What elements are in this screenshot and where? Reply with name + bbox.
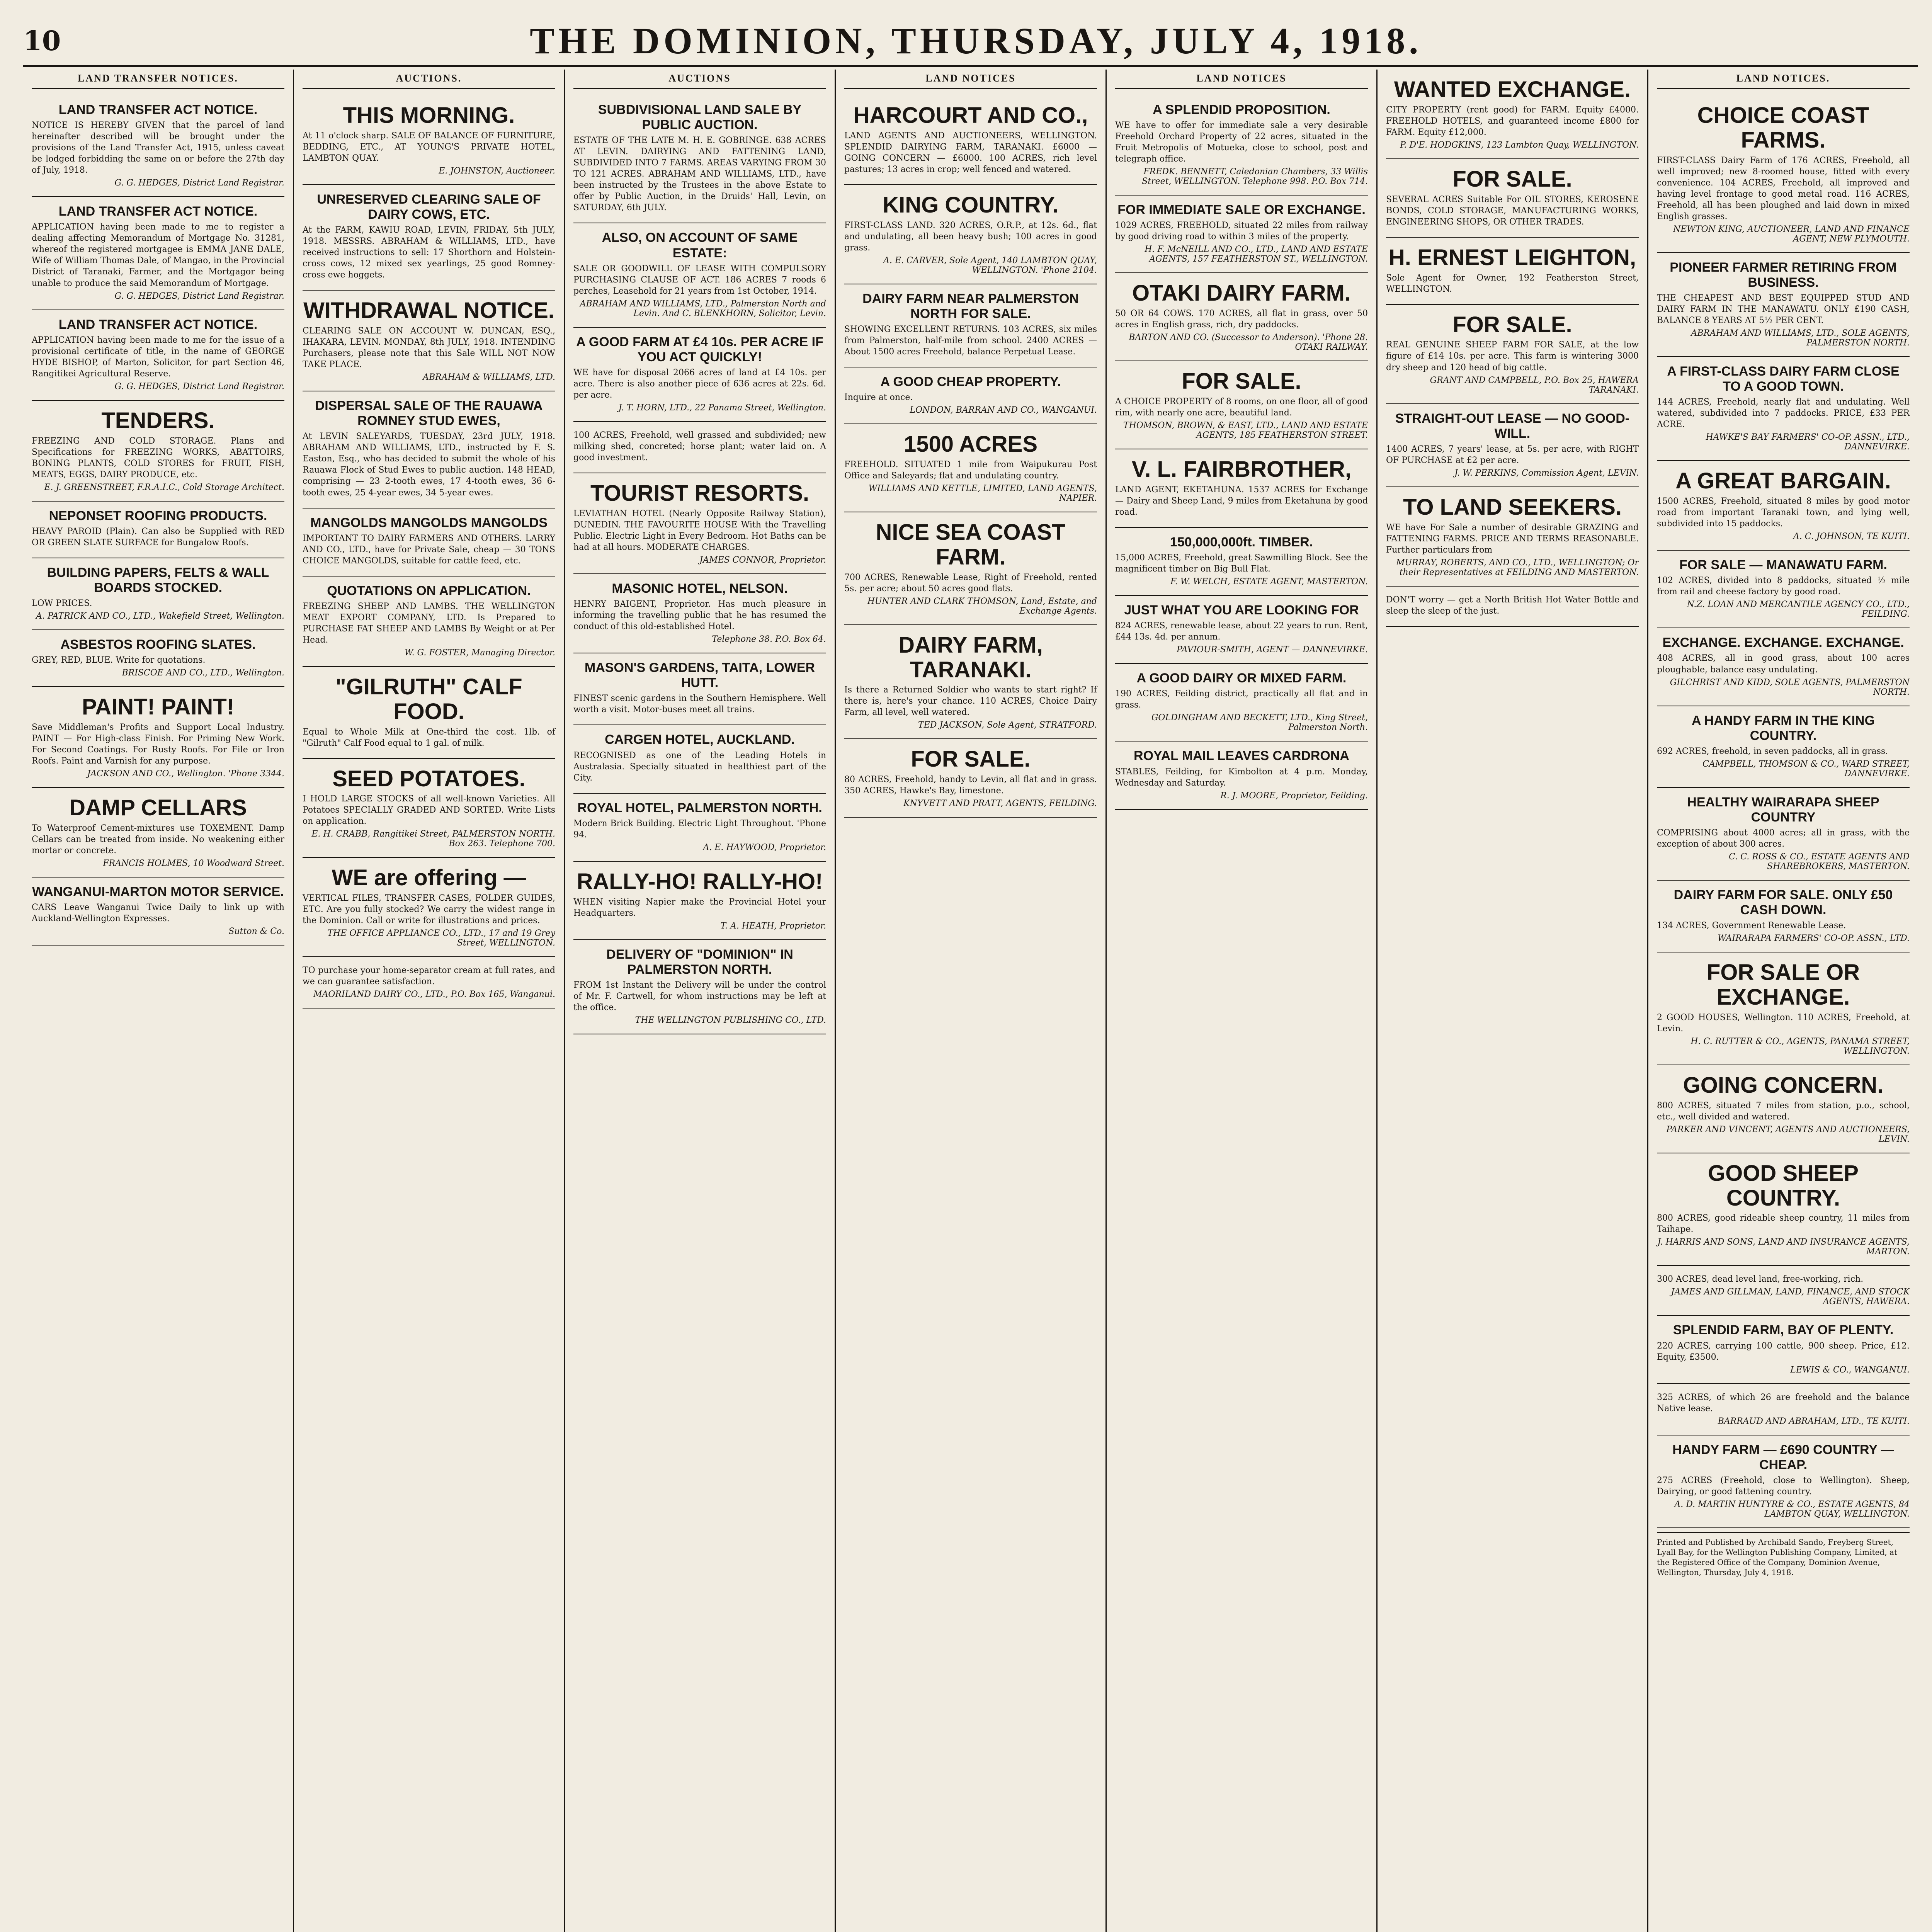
ad-headline: NICE SEA COAST FARM. xyxy=(876,520,1066,570)
ad-signature: E. JOHNSTON, Auctioneer. xyxy=(439,166,555,176)
ad-headline: PAINT! PAINT! xyxy=(82,694,235,720)
ad-signature: GILCHRIST AND KIDD, SOLE AGENTS, PALMERSTON NORTH. xyxy=(1670,677,1910,697)
masthead xyxy=(23,19,1918,62)
column-7 xyxy=(1648,70,1918,1932)
ad-body: 220 ACRES, carrying 100 cattle, 900 sheep. Price, £12. Equity, £3500. xyxy=(1657,1341,1910,1362)
ad-body: ESTATE OF THE LATE M. H. E. GOBRINGE. 638 ACRES AT LEVIN. DAIRYING AND FATTENING LAND, SUBDIVIDED INTO 7 FARMS. AREAS VARYING FROM 30 TO 121 ACRES. ABRAHAM AND WILLIAMS, LTD., have been instructed by the Trustees in the above Estate to offer by Public Auction, in the Druids' Hall, Levin, on SATURDAY, 6th JULY. xyxy=(573,136,826,213)
ad-signature: GOLDINGHAM AND BECKETT, LTD., King Street, Palmerston North. xyxy=(1151,713,1368,733)
ad-headline: FOR SALE. xyxy=(911,747,1031,772)
ad-body: 15,000 ACRES, Freehold, great Sawmilling Block. See the magnificent timber on Big Bull Flat. xyxy=(1115,553,1368,574)
ad-signature: E. J. GREENSTREET, F.R.A.I.C., Cold Storage Architect. xyxy=(44,482,284,492)
ad-body: REAL GENUINE SHEEP FARM FOR SALE, at the low figure of £14 10s. per acre. This farm is wintering 3000 dry sheep and 120 head of big cattle. xyxy=(1386,340,1639,372)
ad-headline: MASON'S GARDENS, TAITA, LOWER HUTT. xyxy=(584,660,815,690)
ad-signature: THE WELLINGTON PUBLISHING CO., LTD. xyxy=(635,1015,826,1025)
ad-body: 1400 ACRES, 7 years' lease, at 5s. per acre, with RIGHT OF PURCHASE at £2 per acre. xyxy=(1386,444,1639,465)
advertisement xyxy=(1386,70,1639,159)
ad-body: 800 ACRES, good rideable sheep country, 11 miles from Taihape. xyxy=(1657,1213,1910,1235)
ad-signature: HAWKE'S BAY FARMERS' CO-OP. ASSN., LTD., DANNEVIRKE. xyxy=(1706,432,1910,452)
ad-headline: THIS MORNING. xyxy=(343,103,515,128)
advertisement xyxy=(844,367,1097,424)
ad-signature: N.Z. LOAN AND MERCANTILE AGENCY CO., LTD., FEILDING. xyxy=(1687,600,1910,619)
advertisement xyxy=(1115,95,1368,196)
advertisement xyxy=(573,95,826,223)
advertisement xyxy=(1115,196,1368,273)
advertisement xyxy=(32,788,284,878)
ad-body: At LEVIN SALEYARDS, TUESDAY, 23rd JULY, 1918. ABRAHAM AND WILLIAMS, LTD., instructed by F. S. Easton, Esq., who has decided to submit the whole of his Rauawa Flock of Stud Ewes to public auction. 148 HEAD, comprising — 23 2-tooth ewes, 17 4-tooth ewes, 36 6-tooth ewes, 25 4-year ewes, 34 5-year ewes. xyxy=(303,432,555,498)
advertisement xyxy=(573,328,826,422)
ad-signature: H. F. McNEILL AND CO., LTD., LAND AND ESTATE AGENTS, 157 FEATHERSTON ST., WELLINGTON. xyxy=(1145,245,1368,264)
ad-headline: FOR SALE. xyxy=(1182,369,1301,394)
ad-body: A CHOICE PROPERTY of 8 rooms, on one floor, all of good rim, with nearly one acre, beautiful land. xyxy=(1115,397,1368,418)
ad-body: FREEZING AND COLD STORAGE. Plans and Specifications for FREEZING WORKS, ABATTOIRS, BONING PLANTS, COLD STORES for FRUIT, FISH, MEATS, EGGS, DAIRY PRODUCE, etc. xyxy=(32,436,284,480)
advertisement xyxy=(1657,551,1910,628)
ad-headline: RALLY-HO! RALLY-HO! xyxy=(577,869,823,894)
ad-headline: BUILDING PAPERS, FELTS & WALL BOARDS STOCKED. xyxy=(47,565,269,595)
ad-body: WE have to offer for immediate sale a very desirable Freehold Orchard Property of 22 acres, situated in the Fruit Metropolis of Motueka, close to school, post and telegraph office. xyxy=(1115,121,1368,164)
ad-signature: LONDON, BARRAN AND CO., WANGANUI. xyxy=(910,405,1097,415)
advertisement xyxy=(844,95,1097,185)
ad-headline: CHOICE COAST FARMS. xyxy=(1697,103,1869,153)
ad-headline: PIONEER FARMER RETIRING FROM BUSINESS. xyxy=(1670,260,1897,290)
ad-signature: H. C. RUTTER & CO., AGENTS, PANAMA STREET, WELLINGTON. xyxy=(1690,1036,1910,1056)
ad-signature: J. T. HORN, LTD., 22 Panama Street, Wellington. xyxy=(618,403,826,413)
ad-headline: HANDY FARM — £690 COUNTRY — CHEAP. xyxy=(1672,1442,1894,1472)
ad-signature: BRISCOE AND CO., LTD., Wellington. xyxy=(122,668,284,678)
ad-signature: Telephone 38. P.O. Box 64. xyxy=(712,634,826,645)
ad-body: COMPRISING about 4000 acres; all in grass, with the exception of about 300 acres. xyxy=(1657,828,1910,849)
ad-headline: DAMP CELLARS xyxy=(69,795,247,821)
ad-headline: TO LAND SEEKERS. xyxy=(1403,494,1622,520)
advertisement xyxy=(1386,487,1639,587)
column-3 xyxy=(565,70,836,1932)
ad-signature: FRANCIS HOLMES, 10 Woodward Street. xyxy=(103,858,284,868)
ad-body: THE CHEAPEST AND BEST EQUIPPED STUD AND DAIRY FARM IN THE MANAWATU. ONLY £190 CASH, BALANCE 8 YEARS AT 5½ PER CENT. xyxy=(1657,293,1910,326)
ad-headline: DELIVERY OF "DOMINION" IN PALMERSTON NORTH. xyxy=(606,947,793,977)
ad-headline: WANGANUI-MARTON MOTOR SERVICE. xyxy=(32,884,284,899)
ad-body: At the FARM, KAWIU ROAD, LEVIN, FRIDAY, 5th JULY, 1918. MESSRS. ABRAHAM & WILLIAMS, LTD., have received instructions to sell: 17 Shorthorn and Holstein-cross cows, 12 mixed sex yearlings, 25 good Romney-cross ewe hoggets. xyxy=(303,225,555,280)
column-heading: AUCTIONS xyxy=(573,70,826,89)
column-heading: LAND TRANSFER NOTICES. xyxy=(32,70,284,89)
column-heading: LAND NOTICES xyxy=(1115,70,1368,89)
advertisement xyxy=(1115,596,1368,664)
ad-headline: SEED POTATOES. xyxy=(332,766,526,791)
ad-headline: WITHDRAWAL NOTICE. xyxy=(303,298,554,323)
ad-signature: PAVIOUR-SMITH, AGENT — DANNEVIRKE. xyxy=(1176,645,1368,655)
ad-body: 275 ACRES (Freehold, close to Wellington). Sheep, Dairying, or good fattening country. xyxy=(1657,1475,1910,1497)
ad-headline: GOING CONCERN. xyxy=(1683,1072,1884,1098)
ad-signature: ABRAHAM & WILLIAMS, LTD. xyxy=(423,372,555,383)
ad-body: FIRST-CLASS Dairy Farm of 176 ACRES, Freehold, all well improved; new 8-roomed house, fitted with every convenience. 104 ACRES, Freehold, all improved and having level frontage to good metal road. 116 ACRES, Freehold, all has been ploughed and laid down in mixed English grasses. xyxy=(1657,155,1910,221)
ad-signature: ABRAHAM AND WILLIAMS, LTD., SOLE AGENTS, PALMERSTON NORTH. xyxy=(1691,328,1910,348)
ad-headline: HARCOURT AND CO., xyxy=(853,103,1088,128)
ad-signature: LEWIS & CO., WANGANUI. xyxy=(1790,1365,1910,1375)
advertisement xyxy=(303,509,555,577)
ad-headline: LAND TRANSFER ACT NOTICE. xyxy=(58,317,258,332)
advertisement xyxy=(844,284,1097,367)
advertisement xyxy=(32,687,284,788)
ad-headline: FOR SALE — MANAWATU FARM. xyxy=(1679,558,1887,573)
ad-signature: G. G. HEDGES, District Land Registrar. xyxy=(114,381,284,391)
advertisement xyxy=(32,310,284,401)
ad-signature: CAMPBELL, THOMSON & CO., WARD STREET, DANNEVIRKE. xyxy=(1702,759,1910,779)
printer-imprint: Printed and Published by Archibald Sando, Freyberg Street, Lyall Bay, for the Wellington Publishing Company, Limited, at the Registered Office of the Company, Dominion Avenue, Wellington, Thursday, July 4, 1918. xyxy=(1657,1532,1910,1577)
advertisement xyxy=(1657,1065,1910,1153)
advertisement xyxy=(844,424,1097,512)
ad-signature: ABRAHAM AND WILLIAMS, LTD., Palmerston North and Levin. And C. BLENKHORN, Solicitor, Levin. xyxy=(580,299,826,318)
ad-body: LAND AGENTS AND AUCTIONEERS, WELLINGTON. SPLENDID DAIRYING FARM, TARANAKI. £6000 — GOING CONCERN — £6000. 100 ACRES, rich level pastures; 13 acres in crop; well fenced and watered. xyxy=(844,131,1097,174)
ad-body: 80 ACRES, Freehold, handy to Levin, all flat and in grass. 350 ACRES, Hawke's Bay, limestone. xyxy=(844,775,1097,796)
advertisement xyxy=(573,473,826,574)
ad-body: 325 ACRES, of which 26 are freehold and the balance Native lease. xyxy=(1657,1392,1910,1413)
ad-body: HEAVY PAROID (Plain). Can also be Supplied with RED OR GREEN SLATE SURFACE for Bungalow Roofs. xyxy=(32,526,284,548)
ad-headline: CARGEN HOTEL, AUCKLAND. xyxy=(605,732,795,747)
advertisement xyxy=(303,95,555,185)
ad-headline: 150,000,000ft. TIMBER. xyxy=(1170,534,1313,549)
ad-body: FIRST-CLASS LAND. 320 ACRES, O.R.P., at 12s. 6d., flat and undulating, all been heavy bush; 100 acres in good grass. xyxy=(844,220,1097,253)
ad-headline: V. L. FAIRBROTHER, xyxy=(1131,457,1352,482)
ad-body: CITY PROPERTY (rent good) for FARM. Equity £4000. FREEHOLD HOTELS, and guaranteed income £800 for FARM. Equity £12,000. xyxy=(1386,105,1639,137)
advertisement xyxy=(844,739,1097,818)
ad-headline: A GREAT BARGAIN. xyxy=(1675,468,1891,494)
ad-signature: C. C. ROSS & CO., ESTATE AGENTS AND SHAREBROKERS, MASTERTON. xyxy=(1729,852,1910,872)
ad-signature: R. J. MOORE, Proprietor, Feilding. xyxy=(1220,791,1368,801)
ad-headline: HEALTHY WAIRARAPA SHEEP COUNTRY xyxy=(1687,794,1879,825)
ad-body: 134 ACRES, Government Renewable Lease. xyxy=(1657,921,1846,931)
ad-headline: A GOOD FARM AT £4 10s. PER ACRE IF YOU ACT QUICKLY! xyxy=(576,334,823,364)
ad-headline: 1500 ACRES xyxy=(903,432,1038,457)
column-heading: LAND NOTICES xyxy=(844,70,1097,89)
advertisement xyxy=(573,725,826,793)
ad-body: To Waterproof Cement-mixtures use TOXEMENT. Damp Cellars can be treated from inside. No weakening either mortar or concrete. xyxy=(32,823,284,855)
advertisement xyxy=(32,630,284,687)
advertisement xyxy=(32,878,284,946)
ad-body: GREY, RED, BLUE. Write for quotations. xyxy=(32,655,206,665)
ad-signature: J. HARRIS AND SONS, LAND AND INSURANCE AGENTS, MARTON. xyxy=(1657,1237,1910,1257)
ad-signature: KNYVETT AND PRATT, AGENTS, FEILDING. xyxy=(903,799,1097,809)
ad-headline: NEPONSET ROOFING PRODUCTS. xyxy=(49,508,267,523)
advertisement xyxy=(32,95,284,197)
ad-signature: NEWTON KING, AUCTIONEER, LAND AND FINANCE AGENT, NEW PLYMOUTH. xyxy=(1673,224,1910,244)
ad-signature: G. G. HEDGES, District Land Registrar. xyxy=(114,178,284,188)
advertisement xyxy=(1657,706,1910,788)
advertisement xyxy=(1657,628,1910,706)
ad-body: FROM 1st Instant the Delivery will be under the control of Mr. F. Cartwell, for whom instructions may be left at the office. xyxy=(573,980,826,1012)
ad-body: I HOLD LARGE STOCKS of all well-known Varieties. All Potatoes SPECIALLY GRADED AND SORTED. Write Lists on application. xyxy=(303,794,555,827)
ad-body: VERTICAL FILES, TRANSFER CASES, FOLDER GUIDES, ETC. Are you fully stocked? We carry the widest range in the Dominion. Call or write for illustrations and prices. xyxy=(303,893,555,926)
advertisement xyxy=(303,185,555,291)
advertisement xyxy=(303,759,555,858)
ad-signature: A. E. CARVER, Sole Agent, 140 LAMBTON QUAY, WELLINGTON. 'Phone 2104. xyxy=(883,255,1097,275)
ad-signature: W. G. FOSTER, Managing Director. xyxy=(404,648,555,658)
ad-headline: GOOD SHEEP COUNTRY. xyxy=(1708,1160,1859,1211)
ad-body: RECOGNISED as one of the Leading Hotels in Australasia. Specially situated in healthiest part of the City. xyxy=(573,750,826,783)
ad-body: FREEHOLD. SITUATED 1 mile from Waipukurau Post Office and Saleyards; flat and undulating country. xyxy=(844,460,1097,481)
ad-headline: JUST WHAT YOU ARE LOOKING FOR xyxy=(1124,603,1359,618)
ad-signature: THE OFFICE APPLIANCE CO., LTD., 17 and 19 Grey Street, WELLINGTON. xyxy=(327,929,555,948)
advertisement xyxy=(32,401,284,502)
ad-signature: A. C. JOHNSON, TE KUITI. xyxy=(1793,532,1910,542)
ad-headline: FOR IMMEDIATE SALE OR EXCHANGE. xyxy=(1117,202,1366,218)
advertisement xyxy=(844,185,1097,284)
ad-headline: SUBDIVISIONAL LAND SALE BY PUBLIC AUCTION. xyxy=(598,102,802,133)
advertisement xyxy=(303,577,555,667)
ad-body: 408 ACRES, all in good grass, about 100 acres ploughable, balance easy undulating. xyxy=(1657,653,1910,675)
ad-headline: "GILRUTH" CALF FOOD. xyxy=(335,674,522,724)
ad-body: 800 ACRES, situated 7 miles from station, p.o., school, etc., well divided and watered. xyxy=(1657,1100,1910,1122)
ad-headline: EXCHANGE. EXCHANGE. EXCHANGE. xyxy=(1662,635,1904,650)
ad-headline: A HANDY FARM IN THE KING COUNTRY. xyxy=(1691,713,1875,743)
ad-body: APPLICATION having been made to me for the issue of a provisional certificate of title, in the name of GEORGE HYDE BISHOP, of Marton, Solicitor, for part Section 46, Rangitikei Agricultural Reserve. xyxy=(32,335,284,379)
ad-body: Inquire at once. xyxy=(844,393,913,403)
ad-signature: JAMES CONNOR, Proprietor. xyxy=(699,555,826,565)
advertisement xyxy=(303,291,555,391)
advertisement xyxy=(1115,449,1368,528)
advertisement xyxy=(573,862,826,940)
ad-body: TO purchase your home-separator cream at full rates, and we can guarantee satisfaction. xyxy=(303,966,555,987)
ad-headline: TENDERS. xyxy=(101,408,215,433)
ad-body: WE have For Sale a number of desirable GRAZING and FATTENING FARMS. PRICE AND TERMS REASONABLE. Further particulars from xyxy=(1386,522,1639,555)
advertisement xyxy=(573,940,826,1034)
ad-signature: G. G. HEDGES, District Land Registrar. xyxy=(114,291,284,301)
advertisement xyxy=(32,558,284,630)
ad-headline: FOR SALE OR EXCHANGE. xyxy=(1706,960,1860,1010)
ad-headline: OTAKI DAIRY FARM. xyxy=(1132,281,1351,306)
advertisement xyxy=(1657,253,1910,357)
ad-body: 700 ACRES, Renewable Lease, Right of Freehold, rented 5s. per acre; about 50 acres good flats. xyxy=(844,572,1097,594)
ad-signature: A. D. MARTIN HUNTYRE & CO., ESTATE AGENTS, 84 LAMBTON QUAY, WELLINGTON. xyxy=(1674,1499,1910,1519)
advertisement xyxy=(1386,305,1639,404)
advertisement xyxy=(1386,159,1639,238)
ad-signature: THOMSON, BROWN, & EAST, LTD., LAND AND ESTATE AGENTS, 185 FEATHERSTON STREET. xyxy=(1123,421,1368,440)
advertisement xyxy=(573,794,826,862)
ad-body: Modern Brick Building. Electric Light Throughout. 'Phone 94. xyxy=(573,818,826,840)
ad-body: Equal to Whole Milk at One-third the cost. 1lb. of "Gilruth" Calf Food equal to 1 gal. of milk. xyxy=(303,727,555,748)
ad-signature: Sutton & Co. xyxy=(228,927,284,937)
advertisement xyxy=(303,858,555,957)
ad-signature: F. W. WELCH, ESTATE AGENT, MASTERTON. xyxy=(1170,577,1368,587)
ad-headline: FOR SALE. xyxy=(1452,166,1572,192)
ad-body: FINEST scenic gardens in the Southern Hemisphere. Well worth a visit. Motor-buses meet all trains. xyxy=(573,694,826,715)
advertisement xyxy=(573,223,826,327)
ad-headline: A FIRST-CLASS DAIRY FARM CLOSE TO A GOOD TOWN. xyxy=(1667,364,1900,394)
advertisement xyxy=(1115,361,1368,449)
ad-body: WHEN visiting Napier make the Provincial Hotel your Headquarters. xyxy=(573,897,826,918)
ad-body: CARS Leave Wanganui Twice Daily to link up with Auckland-Wellington Expresses. xyxy=(32,903,284,924)
ad-headline: A SPLENDID PROPOSITION. xyxy=(1153,102,1330,117)
advertisement xyxy=(1657,881,1910,952)
column-2 xyxy=(294,70,565,1932)
advertisement xyxy=(1386,404,1639,487)
ad-signature: A. E. HAYWOOD, Proprietor. xyxy=(703,842,826,852)
ad-signature: JACKSON AND CO., Wellington. 'Phone 3344. xyxy=(87,769,284,779)
ad-signature: FREDK. BENNETT, Caledonian Chambers, 33 Willis Street, WELLINGTON. Telephone 998. P.O. Box 714. xyxy=(1142,167,1368,187)
ad-signature: BARRAUD AND ABRAHAM, LTD., TE KUITI. xyxy=(1718,1416,1910,1426)
ad-headline: ALSO, ON ACCOUNT OF SAME ESTATE: xyxy=(602,230,798,260)
advertisement xyxy=(1657,461,1910,551)
advertisement xyxy=(1657,95,1910,253)
ad-signature: BARTON AND CO. (Successor to Anderson). 'Phone 28. OTAKI RAILWAY. xyxy=(1129,333,1368,352)
ad-body: 190 ACRES, Feilding district, practically all flat and in grass. xyxy=(1115,689,1368,710)
advertisement xyxy=(303,667,555,759)
ad-headline: MANGOLDS MANGOLDS MANGOLDS xyxy=(310,515,548,530)
ad-signature: T. A. HEATH, Proprietor. xyxy=(720,921,826,931)
ad-body: APPLICATION having been made to me to register a dealing affecting Memorandum of Mortgage No. 31281, whereof the registered mortgagee is EMMA JANE DALE, Wife of William Thomas Dale, of Mangao, in the Provincial District of Taranaki, Farmer, and the Mortgagor being unable to produce the said Memorandum of Mortgage. xyxy=(32,222,284,288)
ad-headline: DAIRY FARM FOR SALE. ONLY £50 CASH DOWN. xyxy=(1673,888,1893,918)
ad-signature: J. W. PERKINS, Commission Agent, LEVIN. xyxy=(1454,468,1639,478)
ad-body: 144 ACRES, Freehold, nearly flat and undulating. Well watered, subdivided into 7 paddocks. PRICE, £33 PER ACRE. xyxy=(1657,397,1910,430)
newspaper-title: THE DOMINION, THURSDAY, JULY 4, 1918. xyxy=(530,20,1422,61)
ad-signature: HUNTER AND CLARK THOMSON, Land, Estate, and Exchange Agents. xyxy=(867,596,1097,616)
columns xyxy=(23,70,1918,1932)
advertisement xyxy=(844,512,1097,625)
ad-signature: PARKER AND VINCENT, AGENTS AND AUCTIONEERS, LEVIN. xyxy=(1666,1124,1910,1144)
ad-body: SALE OR GOODWILL OF LEASE WITH COMPULSORY PURCHASING CLAUSE OF ACT. 186 ACRES 7 roods 6 perches, Leasehold for 21 years from 1st October, 1914. xyxy=(573,264,826,296)
ad-headline: LAND TRANSFER ACT NOTICE. xyxy=(58,102,258,117)
ad-body: LEVIATHAN HOTEL (Nearly Opposite Railway Station), DUNEDIN. THE FAVOURITE HOUSE With the Travelling Public. Electric Light in Every Bedroom. Hot Baths can be had at all hours. MODERATE CHARGES. xyxy=(573,509,826,552)
ad-signature: A. PATRICK AND CO., LTD., Wakefield Street, Wellington. xyxy=(36,611,284,621)
ad-body: 100 ACRES, Freehold, well grassed and subdivided; new milking shed, concreted; horse plant; water laid on. A good investment. xyxy=(573,430,826,463)
ad-body: Sole Agent for Owner, 192 Featherston Street, WELLINGTON. xyxy=(1386,273,1639,294)
ad-body: WE have for disposal 2066 acres of land at £4 10s. per acre. There is also another piece of 636 acres at 22s. 6d. per acre. xyxy=(573,367,826,400)
ad-headline: ROYAL HOTEL, PALMERSTON NORTH. xyxy=(577,800,822,815)
ad-headline: FOR SALE. xyxy=(1452,312,1572,337)
ad-headline: ASBESTOS ROOFING SLATES. xyxy=(60,637,256,652)
ad-signature: JAMES AND GILLMAN, LAND, FINANCE, AND STOCK AGENTS, HAWERA. xyxy=(1671,1287,1910,1307)
advertisement xyxy=(1115,528,1368,596)
column-4 xyxy=(836,70,1107,1932)
advertisement xyxy=(303,957,555,1009)
ad-body: SEVERAL ACRES Suitable For OIL STORES, KEROSENE BONDS, COLD STORAGE, MANUFACTURING WORKS, ENGINEERING SHOPS, OR OTHER TRADES. xyxy=(1386,194,1639,227)
ad-body: 1500 ACRES, Freehold, situated 8 miles by good motor road from important Taranaki town, and lying well, subdivided into 15 paddocks. xyxy=(1657,497,1910,529)
ad-body: 1029 ACRES, FREEHOLD, situated 22 miles from railway by good driving road to within 3 miles of the property. xyxy=(1115,221,1368,242)
ad-headline: KING COUNTRY. xyxy=(883,192,1059,218)
advertisement xyxy=(303,391,555,508)
ad-headline: H. ERNEST LEIGHTON, xyxy=(1388,245,1636,270)
ad-body: 824 ACRES, renewable lease, about 22 years to run. Rent, £44 13s. 4d. per annum. xyxy=(1115,621,1368,642)
ad-headline: WANTED EXCHANGE. xyxy=(1394,77,1631,102)
ad-headline: QUOTATIONS ON APPLICATION. xyxy=(327,583,531,598)
ad-signature: P. D'E. HODGKINS, 123 Lambton Quay, WELLINGTON. xyxy=(1400,140,1639,150)
advertisement xyxy=(1657,1384,1910,1435)
advertisement xyxy=(844,625,1097,740)
ad-headline: STRAIGHT-OUT LEASE — NO GOOD-WILL. xyxy=(1395,411,1630,441)
advertisement xyxy=(573,422,826,473)
ad-headline: SPLENDID FARM, BAY OF PLENTY. xyxy=(1673,1323,1894,1338)
ad-body: CLEARING SALE ON ACCOUNT W. DUNCAN, ESQ., IHAKARA, LEVIN. MONDAY, 8th JULY, 1918. INTENDING Purchasers, please note that this Sale WILL NOT NOW TAKE PLACE. xyxy=(303,326,555,370)
ad-body: Is there a Returned Soldier who wants to start right? If there is, here's your chance. 110 ACRES, Choice Dairy Farm, all level, well watered. xyxy=(844,685,1097,718)
ad-signature: MAORILAND DAIRY CO., LTD., P.O. Box 165, Wanganui. xyxy=(313,990,555,1000)
ad-signature: TED JACKSON, Sole Agent, STRATFORD. xyxy=(918,720,1097,730)
ad-signature: MURRAY, ROBERTS, AND CO., LTD., WELLINGTON; Or their Representatives at FEILDING AND MASTERTON. xyxy=(1396,558,1639,577)
advertisement xyxy=(32,502,284,558)
ad-headline: DAIRY FARM NEAR PALMERSTON NORTH FOR SALE. xyxy=(862,291,1079,321)
ad-headline: WE are offering — xyxy=(332,865,526,891)
ad-body: FREEZING SHEEP AND LAMBS. THE WELLINGTON MEAT EXPORT COMPANY, LTD. Is Prepared to PURCHASE FAT SHEEP AND LAMBS By Weight or at Per Head. xyxy=(303,601,555,645)
ad-headline: ROYAL MAIL LEAVES CARDRONA xyxy=(1134,748,1349,764)
ad-headline: A GOOD CHEAP PROPERTY. xyxy=(880,374,1061,389)
ad-body: LAND AGENT, EKETAHUNA. 1537 ACRES for Exchange — Dairy and Sheep Land, 9 miles from Eketahuna by good road. xyxy=(1115,485,1368,517)
ad-body: Save Middleman's Profits and Support Local Industry. PAINT — For High-class Finish. For Priming New Work. For Second Coatings. For Rusty Roofs. For File or Iron Roofs. Paint and Varnish for any purpose. xyxy=(32,722,284,766)
ad-body: 692 ACRES, freehold, in seven paddocks, all in grass. xyxy=(1657,746,1888,756)
column-heading: LAND NOTICES. xyxy=(1657,70,1910,89)
advertisement xyxy=(1386,587,1639,627)
ad-signature: GRANT AND CAMPBELL, P.O. Box 25, HAWERA TARANAKI. xyxy=(1430,375,1639,395)
ad-headline: LAND TRANSFER ACT NOTICE. xyxy=(58,204,258,219)
masthead-rule xyxy=(23,65,1918,67)
ad-headline: TOURIST RESORTS. xyxy=(590,481,810,506)
ad-signature: WILLIAMS AND KETTLE, LIMITED, LAND AGENTS, NAPIER. xyxy=(868,484,1097,503)
advertisement xyxy=(1657,357,1910,461)
advertisement xyxy=(573,574,826,653)
advertisement xyxy=(1657,1266,1910,1316)
ad-body: NOTICE IS HEREBY GIVEN that the parcel of land hereinafter described will be brought under the provisions of the Land Transfer Act, 1915, unless caveat be lodged forbidding the same on or before the 27th day of July, 1918. xyxy=(32,121,284,175)
advertisement xyxy=(1115,664,1368,742)
ad-headline: A GOOD DAIRY OR MIXED FARM. xyxy=(1136,671,1347,686)
ad-body: IMPORTANT TO DAIRY FARMERS AND OTHERS. LARRY AND CO., LTD., have for Private Sale, cheap — 30 TONS CHOICE MANGOLDS, suitable for cattle feed, etc. xyxy=(303,533,555,566)
ad-headline: MASONIC HOTEL, NELSON. xyxy=(612,581,788,596)
advertisement xyxy=(1657,1316,1910,1384)
column-heading: AUCTIONS. xyxy=(303,70,555,89)
advertisement xyxy=(1657,1153,1910,1266)
ad-body: HENRY BAIGENT, Proprietor. Has much pleasure in informing the travelling public that he has resumed the conduct of this old-established Hotel. xyxy=(573,599,826,632)
advertisement xyxy=(1657,788,1910,881)
column-5 xyxy=(1107,70,1378,1932)
ad-body: 50 OR 64 COWS. 170 ACRES, all flat in grass, over 50 acres in English grass, rich, dry paddocks. xyxy=(1115,309,1368,330)
ad-body: 2 GOOD HOUSES, Wellington. 110 ACRES, Freehold, at Levin. xyxy=(1657,1012,1910,1034)
advertisement xyxy=(1386,238,1639,305)
advertisement xyxy=(32,197,284,310)
column-1 xyxy=(23,70,294,1932)
ad-body: DON'T worry — get a North British Hot Water Bottle and sleep the sleep of the just. xyxy=(1386,595,1639,616)
column-6 xyxy=(1378,70,1648,1932)
advertisement xyxy=(1115,273,1368,361)
ad-headline: DISPERSAL SALE OF THE RAUAWA ROMNEY STUD EWES, xyxy=(315,398,543,429)
ad-signature: WAIRARAPA FARMERS' CO-OP. ASSN., LTD. xyxy=(1717,934,1910,944)
ad-body: 300 ACRES, dead level land, free-working, rich. xyxy=(1657,1274,1864,1284)
ad-headline: UNRESERVED CLEARING SALE OF DAIRY COWS, ETC. xyxy=(317,192,541,222)
ad-headline: DAIRY FARM, TARANAKI. xyxy=(898,632,1043,682)
advertisement xyxy=(1657,1435,1910,1528)
ad-body: LOW PRICES. xyxy=(32,599,92,609)
advertisement xyxy=(1115,742,1368,810)
ad-body: At 11 o'clock sharp. SALE OF BALANCE OF FURNITURE, BEDDING, ETC., AT YOUNG'S PRIVATE HOTEL, LAMBTON QUAY. xyxy=(303,131,555,163)
ad-body: SHOWING EXCELLENT RETURNS. 103 ACRES, six miles from Palmerston, half-mile from school. 2400 ACRES — About 1500 acres Freehold, balance Perpetual Lease. xyxy=(844,325,1097,357)
ad-signature: E. H. CRABB, Rangitikei Street, PALMERSTON NORTH. Box 263. Telephone 700. xyxy=(311,829,555,849)
advertisement xyxy=(1657,952,1910,1065)
ad-body: STABLES, Feilding, for Kimbolton at 4 p.m. Monday, Wednesday and Saturday. xyxy=(1115,767,1368,788)
page-number: 10 xyxy=(23,24,61,57)
ad-body: 102 ACRES, divided into 8 paddocks, situated ½ mile from rail and cheese factory by good road. xyxy=(1657,576,1910,597)
advertisement xyxy=(573,653,826,725)
